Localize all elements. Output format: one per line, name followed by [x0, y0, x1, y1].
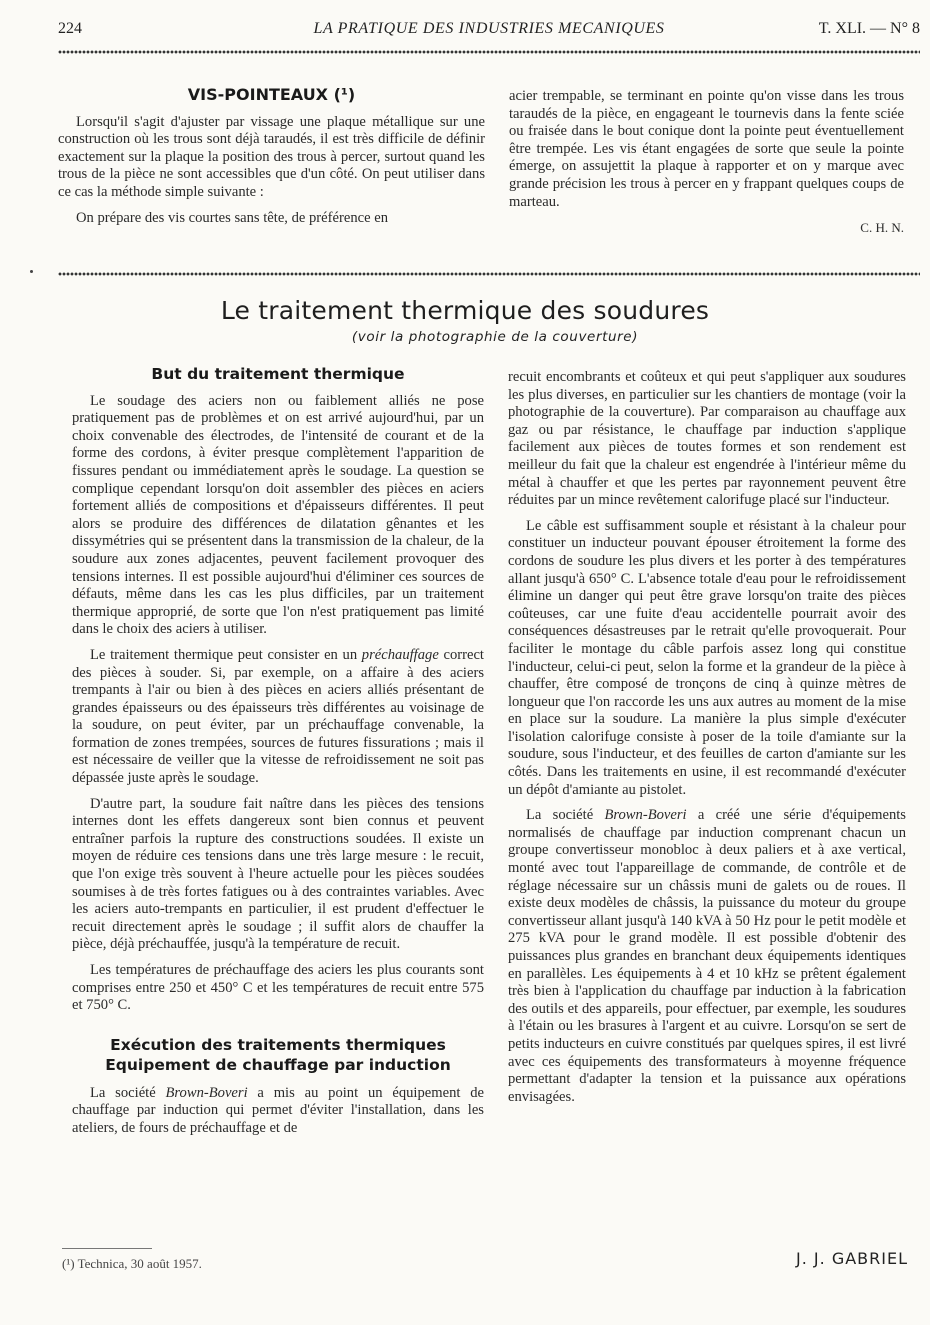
- section-heading: But du traitement thermique: [151, 365, 405, 383]
- article-title: Le traitement thermique des soudures: [220, 296, 710, 325]
- volume-number: T. XLI. — N° 8: [818, 20, 920, 37]
- article-paragraph: Le soudage des aciers non ou faiblement alliés ne pose pratiquement pas de problèmes et on est arrivé aujourd'hui, par un choix convenable des électrodes, de l'intensité de courant et de la forme des cordons, à éviter presque complètement l'apparition de fissures pendant ou immédiatement après le soudage. La question se complique cependant lorsqu'on doit assembler des pièces en aciers fortement alliés de compositions et d'épaisseurs différentes. Il peut alors se produire des différences de dilatation gênantes et les dissymétries qui se présentent dans la transmission de la chaleur, de la soudure aux zones adjacentes, peuvent facilement provoquer des tensions internes. Il est possible aujourd'hui d'éliminer ces sources de défauts, même dans les cas les plus difficiles, par un traitement thermique approprié, de sorte que l'on n'est pratiquement pas limité dans le choix des aciers à utiliser.: [72, 392, 484, 638]
- article-left-column: [72, 366, 484, 1146]
- article-paragraph: La société Brown-Boveri a mis au point un équipement de chauffage par induction qui permet d'éviter l'installation, dans les ateliers, de fours de préchauffage et de: [72, 1084, 484, 1136]
- article-right-column: [508, 369, 906, 1114]
- page-number: 224: [58, 20, 82, 37]
- article-subtitle: (voir la photographie de la couverture): [351, 329, 639, 345]
- vis-pointeaux-signature: C. H. N.: [860, 220, 904, 236]
- vis-pointeaux-paragraph: On prépare des vis courtes sans tête, de préférence en: [76, 209, 388, 226]
- vis-pointeaux-left-column: [58, 86, 485, 235]
- vis-pointeaux-paragraph: Lorsqu'il s'agit d'ajuster par vissage une plaque métallique sur une construction où les trous sont déjà taraudés, il est très difficile de définir exactement sur la plaque la position des trous à percer, surtout quand les trous de la pièce ne sont accessibles que d'un côté. On peut utiliser dans ce cas la méthode simple suivante :: [58, 113, 485, 200]
- section-rule: [58, 272, 920, 276]
- article-paragraph: La société Brown-Boveri a créé une série d'équipements normalisés de chauffage par induction comprenant chacun un groupe convertisseur monobloc à deux paliers et à axe vertical, monté avec tout l'appareillage de commande, de contrôle et de réglage nécessaire sur un châssis muni de galets ou de roues. Il existe deux modèles de châssis, la puissance du moteur du groupe convertisseur allant jusqu'à 140 kVA à 50 Hz pour le petit modèle et 275 kVA pour le grand modèle. Il est possible d'obtenir des puissances plus grandes en branchant deux équipements identiques en parallèles. Les équipements à 4 et 10 kHz se prêtent également très bien à l'application du chauffage par induction à la fabrication des outils et des appareils, pour effectuer, par exemple, les soudures à l'étain ou les brasures à l'argent et au cuivre. Lorsqu'on se sert de petits inducteurs en cuivre constitués par quelques spires, il est livré avec ces équipements des transformateurs à moyenne fréquence permettant d'adapter la tension et la puissance aux opérations envisagées.: [508, 807, 906, 1105]
- article-author: J. J. GABRIEL: [796, 1249, 908, 1268]
- vis-pointeaux-paragraph: acier trempable, se terminant en pointe qu'on visse dans les trous taraudés de la pièce, en engageant le tournevis dans la fente sciée ou fraisée dans le bout conique dont la pointe peut éventuellement être trempée. Les vis étant engagées de sorte que seule la pointe émerge, on assujettit la plaque à rapporter et on y marque avec grande précision les trous à percer en y frappant quelques coups de marteau.: [509, 88, 904, 210]
- vis-pointeaux-right-column: [509, 88, 904, 237]
- header-rule: [58, 50, 920, 54]
- article-paragraph: D'autre part, la soudure fait naître dans les pièces des tensions internes dont les effets dangereux sont bien connus et peuvent entraîner parfois la rupture des constructions soudées. Il existe un moyen de réduire ces tensions dans une très large mesure : le recuit, que l'on exige très souvent à l'heure actuelle pour les pièces soudées soumises à de très fortes fatigues ou à des contraintes variables. Avec les aciers auto-trempants en particulier, il est prudent d'effectuer le recuit directement après le soudage ; il suffit alors de chauffer la pièce, déjà préchauffée, jusqu'à la température de recuit.: [72, 795, 484, 953]
- article-paragraph: Le traitement thermique peut consister en un préchauffage correct des pièces à souder. Si, par exemple, on a affaire à des aciers trempants à l'air ou bien à des pièces en aciers alliés présentant de grandes épaisseurs ou des épaisseurs très différentes au voisinage de la soudure, on peut éviter, par un préchauffage convenable, la formation de zones trempées, sources de futures fissurations ; mais il est nécessaire de veiller que la vitesse de refroidissement ne soit pas dépassée juste après le soudage.: [72, 646, 484, 787]
- running-header: [58, 18, 920, 44]
- article-paragraph: recuit encombrants et coûteux et qui peut s'appliquer aux soudures les plus diverses, en particulier sur les chantiers de montage (voir la photographie de la couverture). Par comparaison au chauffage aux gaz ou par résistance, le chauffage par induction s'applique facilement aux pièces de toutes formes et son rendement est meilleur du fait que la chaleur est engendrée à l'intérieur même du métal à chauffer et que les pertes par rayonnement peuvent être réduites par un mince revêtement calorifuge placé sur l'inducteur.: [508, 369, 906, 509]
- footnote-rule: [62, 1248, 152, 1249]
- vis-pointeaux-title: VIS-POINTEAUX (¹): [187, 85, 356, 104]
- section-heading: Exécution des traitements thermiques Equipement de chauffage par induction: [105, 1035, 451, 1074]
- article-paragraph: Le câble est suffisamment souple et résistant à la chaleur pour constituer un inducteur pouvant épouser étroitement la forme des cordons de soudure les plus divers et les porter à des températures allant jusqu'à 650° C. L'absence totale d'eau pour le refroidissement élimine un danger qui peut être grave lorsqu'on traite des pièces coûteuses, car une fuite d'eau accidentelle pourrait avoir des conséquences désastreuses par le retrait qu'elle provoquerait. Pour faciliter le montage du câble parfois assez long qui constitue l'inducteur, celui-ci peut, selon la forme et la grandeur de la pièce à chauffer, être composé de tronçons de cinq à quinze mètres de longueur que l'on raccorde les uns aux autres au moment de la mise en place sur la soudure. La manière la plus simple d'exécuter l'isolation calorifuge consiste à poser de la toile d'amiante sur la soudure, sous l'inducteur, et des feuilles de carton d'amiante sur les côtés. Dans les traitements en usine, il est recommandé d'exécuter un dépôt d'amiante au pistolet.: [508, 517, 906, 798]
- journal-title: LA PRATIQUE DES INDUSTRIES MECANIQUES: [313, 20, 665, 37]
- footnote: (¹) Technica, 30 août 1957.: [62, 1256, 202, 1271]
- article-paragraph: Les températures de préchauffage des aciers les plus courants sont comprises entre 250 et 450° C et les températures de recuit entre 575 et 750° C.: [72, 962, 484, 1014]
- margin-mark: [30, 270, 33, 273]
